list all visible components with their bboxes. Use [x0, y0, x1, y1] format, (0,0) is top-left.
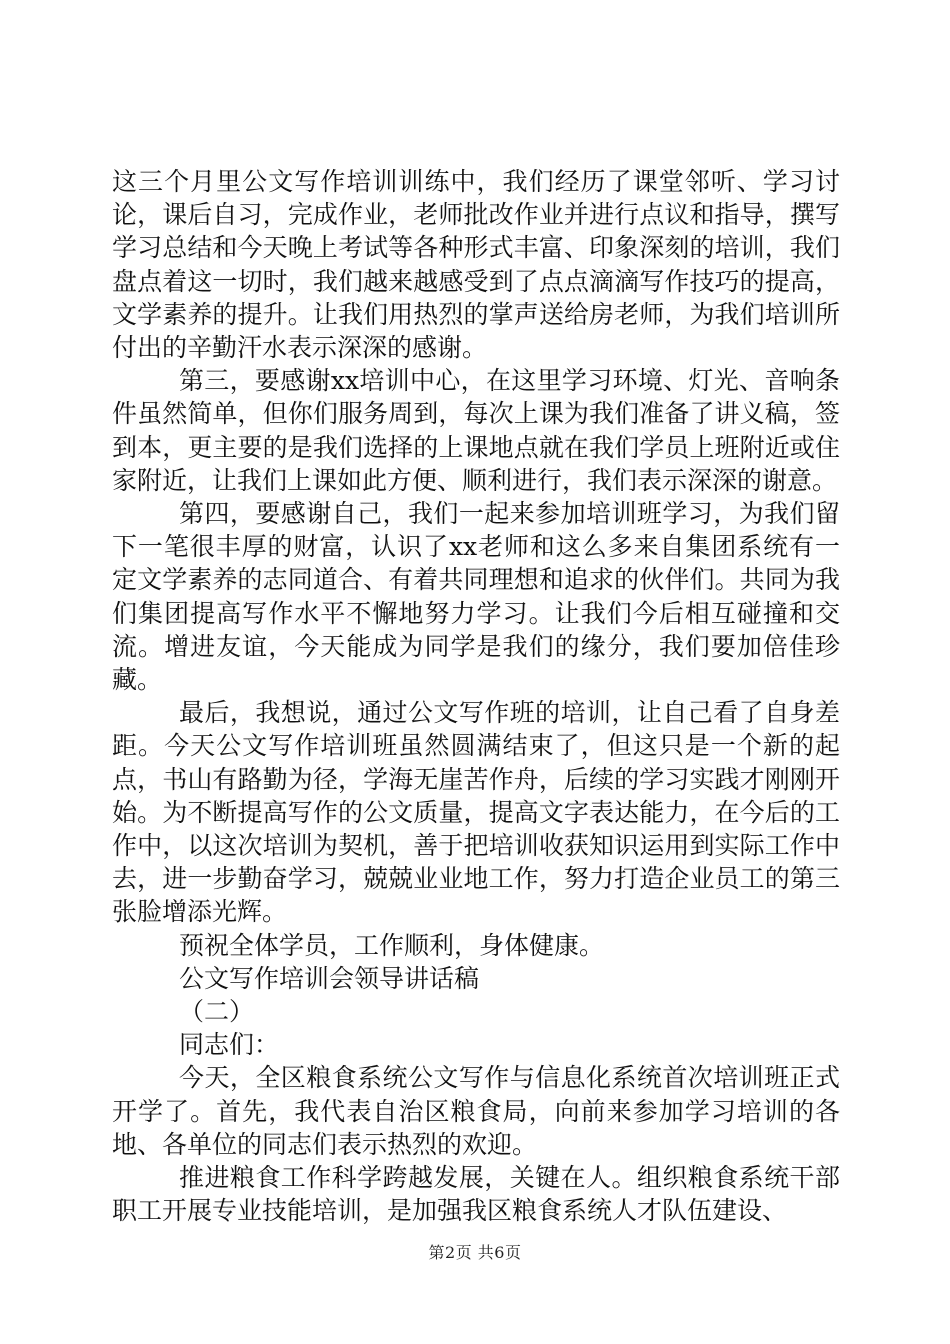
paragraph-key-talent: 推进粮食工作科学跨越发展，关键在人。组织粮食系统干部职工开展专业技能培训，是加强我区粮食系统人才队伍建设、 [112, 1163, 840, 1226]
paragraph-thanks-self: 第四，要感谢自己，我们一起来参加培训班学习，为我们留下一笔很丰厚的财富，认识了xx老师和这么多来自集团系统有一定文学素养的志同道合、有着共同理想和追求的伙伴们。共同为我们集团提高写作水平不懈地努力学习。让我们今后相互碰撞和交流。增进友谊，今天能成为同学是我们的缘分，我们要加倍佳珍藏。 [112, 499, 840, 695]
paragraph-wishes: 预祝全体学员，工作顺利，身体健康。 [179, 930, 605, 960]
section-title: 公文写作培训会领导讲话稿 [179, 963, 480, 993]
paragraph-training-review: 这三个月里公文写作培训训练中，我们经历了课堂邻听、学习讨论，课后自习，完成作业，老师批改作业并进行点议和指导，撰写学习总结和今天晚上考试等各种形式丰富、印象深刻的培训，我们盘点着这一切时，我们越来越感受到了点点滴滴写作技巧的提高，文学素养的提升。让我们用热烈的掌声送给房老师，为我们培训所付出的辛勤汗水表示深深的感谢。 [112, 167, 840, 363]
salutation: 同志们： [179, 1030, 280, 1060]
paragraph-opening: 今天，全区粮食系统公文写作与信息化系统首次培训班正式开学了。首先，我代表自治区粮食局，向前来参加学习培训的各地、各单位的同志们表示热烈的欢迎。 [112, 1063, 840, 1159]
section-number: （二） [179, 997, 255, 1027]
page-footer: 第2页 共6页 [428, 1243, 522, 1262]
document-body [112, 165, 840, 1228]
paragraph-thanks-center: 第三，要感谢xx培训中心，在这里学习环境、灯光、音响条件虽然简单，但你们服务周到，每次上课为我们准备了讲义稿，签到本，更主要的是我们选择的上课地点就在我们学员上班附近或住家附近，让我们上课如此方便、顺利进行，我们表示深深的谢意。 [112, 366, 840, 495]
paragraph-conclusion: 最后，我想说，通过公文写作班的培训，让自己看了自身差距。今天公文写作培训班虽然圆满结束了，但这只是一个新的起点，书山有路勤为径，学海无崖苦作舟，后续的学习实践才刚刚开始。为不断提高写作的公文质量，提高文字表达能力，在今后的工作中，以这次培训为契机，善于把培训收获知识运用到实际工作中去，进一步勤奋学习，兢兢业业地工作，努力打造企业员工的第三张脸增添光辉。 [112, 698, 840, 927]
